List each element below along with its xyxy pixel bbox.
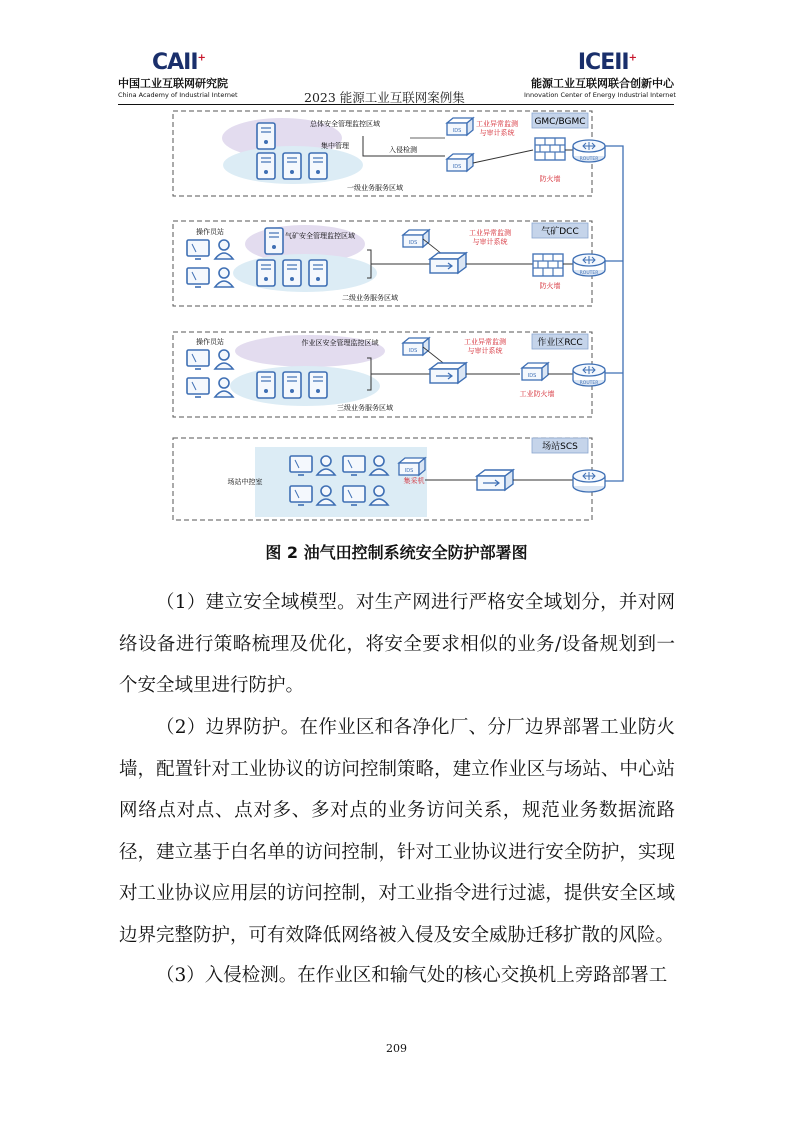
- iceii-name-cn: 能源工业互联网联合创新中心: [531, 77, 674, 90]
- operator-station-label: 操作员站: [196, 228, 224, 236]
- firewall-icon: [535, 138, 565, 160]
- iceii-logo-mark: ICEII: [577, 50, 629, 75]
- service-area-label: 一级业务服务区域: [347, 184, 403, 192]
- firewall-label: 工业防火墙: [519, 390, 555, 398]
- collector-icon: [399, 458, 425, 475]
- iceii-logo: [524, 50, 674, 99]
- server-icon: [309, 153, 327, 179]
- monitor-icon: [187, 350, 209, 369]
- monitor-appliance-icon: [403, 230, 429, 247]
- server-icon: [283, 260, 301, 286]
- monitor-icon: [290, 486, 312, 505]
- person-icon: [215, 268, 233, 287]
- audit-system-label: 与审计系统: [472, 238, 508, 246]
- audit-system-label: 与审计系统: [467, 347, 503, 355]
- monitor-appliance-icon: [403, 338, 429, 355]
- server-icon: [257, 153, 275, 179]
- paragraph-2: （2）边界防护。在作业区和各净化厂、分厂边界部署工业防火墙，配置针对工业协议的访问控制策略，建立作业区与场站、中心站网络点对点、点对多、多对点的业务访问关系，规范业务数据流路径，建立基于白名单的访问控制，针对工业协议进行安全防护，实现对工业协议应用层的访问控制，对工业指令进行过滤，提供安全区域边界完整防护，可有效降低网络被入侵及安全威胁迁移扩散的风险。: [119, 717, 675, 946]
- header-rule: [118, 104, 674, 105]
- iceii-logo-plus: +: [628, 52, 636, 64]
- zone-corner-label: 作业区RCC: [537, 338, 583, 348]
- operator-station-label: 操作员站: [196, 338, 224, 346]
- router-icon: [573, 470, 605, 492]
- security-domain-label: 气矿安全管理监控区域: [285, 232, 355, 240]
- monitor-icon: [187, 378, 209, 397]
- security-domain-label: 作业区安全管理监控区域: [301, 339, 379, 347]
- anomaly-monitor-label: 工业异常监测: [464, 338, 506, 346]
- monitor-icon: [343, 486, 365, 505]
- router-label: ROUTER: [579, 271, 599, 276]
- security-domain-label: 总体安全管理监控区域: [310, 120, 380, 128]
- page-header: [118, 50, 674, 106]
- server-icon: [309, 260, 327, 286]
- firewall-label: 防火墙: [539, 282, 561, 290]
- switch-icon: [430, 363, 466, 383]
- collector-label: 集采机: [403, 477, 425, 485]
- book-title: 2023 能源工业互联网案例集: [304, 90, 465, 105]
- paragraph-3: （3）入侵检测。在作业区和输气处的核心交换机上旁路部署工: [156, 965, 668, 986]
- monitor-icon: [187, 240, 209, 259]
- caii-logo-plus: +: [197, 52, 205, 64]
- server-icon: [257, 123, 275, 149]
- zone-rcc: [173, 332, 605, 417]
- server-icon: [309, 372, 327, 398]
- person-icon: [215, 350, 233, 369]
- monitor-icon: [343, 456, 365, 475]
- figure-caption: 图 2 油气田控制系统安全防护部署图: [265, 543, 528, 562]
- person-icon: [215, 240, 233, 259]
- central-mgmt-label: 集中管理: [321, 142, 349, 150]
- anomaly-monitor-label: 工业异常监测: [476, 120, 518, 128]
- audit-system-label: 与审计系统: [479, 129, 515, 137]
- switch-icon: [430, 253, 466, 273]
- router-label: ROUTER: [579, 157, 599, 162]
- caii-name-en: China Academy of Industrial Internet: [118, 91, 238, 99]
- zone-corner-label: GMC/BGMC: [534, 117, 586, 127]
- firewall-label: 防火墙: [539, 175, 561, 183]
- caii-logo-mark: CAII: [152, 50, 198, 75]
- caii-logo: [118, 50, 258, 99]
- switch-icon: [477, 470, 513, 490]
- zone-corner-label: 气矿DCC: [541, 227, 579, 237]
- service-area-label: 三级业务服务区域: [337, 404, 393, 412]
- control-room-label: 场站中控室: [227, 478, 263, 486]
- ids-appliance-icon: [447, 154, 473, 171]
- monitor-icon: [187, 268, 209, 287]
- intrusion-detection-label: 入侵检测: [389, 146, 417, 154]
- page-number: 209: [386, 1042, 407, 1055]
- firewall-icon: [533, 254, 563, 276]
- network-diagram: IDS GMC/BGMC 总体安全管理监控区域 集中管理 一级业务服务区域 入侵检测 工业异常监测 与审计系统 防火墙 ROUTER 气矿DCC 操作员站 气矿安全管理监控区域 二级业务服务区域 工业异常监测 与审计系统 防火墙 ROUTER 作业区RCC 操作员站 作业区安全管理监控区域 三级业务服务区域 工业异常监测 与审计系统 工业防火墙 ROUTER 场站SCS 场站中控室 集采机: [165, 108, 635, 526]
- zone-scs: [173, 438, 605, 520]
- router-label: ROUTER: [579, 381, 599, 386]
- industrial-firewall-icon: [522, 363, 548, 380]
- zone-dcc: [173, 221, 605, 306]
- server-icon: [283, 153, 301, 179]
- service-area-label: 二级业务服务区域: [342, 294, 398, 302]
- server-icon: [265, 228, 283, 254]
- server-icon: [283, 372, 301, 398]
- anomaly-monitor-label: 工业异常监测: [469, 229, 511, 237]
- backbone-link: [595, 146, 623, 481]
- zone-corner-label: 场站SCS: [542, 442, 578, 452]
- iceii-name-en: Innovation Center of Energy Industrial Internet: [524, 91, 676, 99]
- zone-gmc: [173, 111, 605, 196]
- monitor-icon: [290, 456, 312, 475]
- monitor-appliance-icon: [447, 118, 473, 135]
- paragraph-1: （1）建立安全域模型。对生产网进行严格安全域划分，并对网络设备进行策略梳理及优化，将安全要求相似的业务/设备规划到一个安全域里进行防护。: [119, 592, 675, 696]
- server-icon: [257, 372, 275, 398]
- caii-name-cn: 中国工业互联网研究院: [118, 77, 228, 90]
- server-icon: [257, 260, 275, 286]
